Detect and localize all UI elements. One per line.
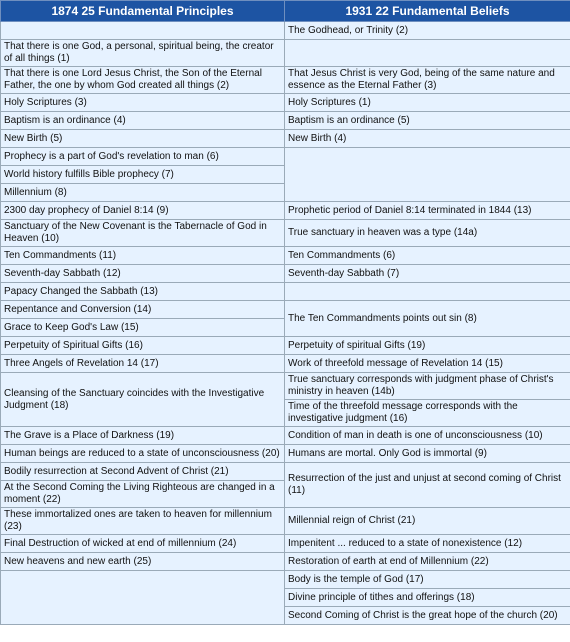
cell-1931: Baptism is an ordinance (5)	[285, 112, 570, 130]
cell-1931: Resurrection of the just and unjust at second coming of Christ (11)	[285, 463, 570, 508]
table-row	[1, 220, 570, 247]
cell-1874: Prophecy is a part of God's revelation to man (6)	[1, 148, 285, 166]
cell-1874: The Grave is a Place of Darkness (19)	[1, 427, 285, 445]
cell-1931: Body is the temple of God (17)	[285, 571, 570, 589]
cell-1874: World history fulfills Bible prophecy (7)	[1, 166, 285, 184]
table-row	[1, 535, 570, 553]
cell-1874: Perpetuity of Spiritual Gifts (16)	[1, 337, 285, 355]
cell-1931	[285, 283, 570, 301]
cell-1931: Millennial reign of Christ (21)	[285, 508, 570, 535]
header-row	[1, 1, 570, 22]
cell-1931: That Jesus Christ is very God, being of the same nature and essence as the Eternal Father (3)	[285, 67, 570, 94]
cell-1931: True sanctuary corresponds with judgment phase of Christ's ministry in heaven (14b)	[285, 373, 570, 400]
cell-1874: 2300 day prophecy of Daniel 8:14 (9)	[1, 202, 285, 220]
cell-1931: True sanctuary in heaven was a type (14a)	[285, 220, 570, 247]
header-1874-principles: 1874 25 Fundamental Principles	[1, 1, 285, 22]
cell-1874: Grace to Keep God's Law (15)	[1, 319, 285, 337]
cell-1931: Impenitent ... reduced to a state of nonexistence (12)	[285, 535, 570, 553]
cell-1931: Time of the threefold message corresponds with the investigative judgment (16)	[285, 400, 570, 427]
cell-1874: That there is one God, a personal, spiritual being, the creator of all things (1)	[1, 40, 285, 67]
cell-1874: That there is one Lord Jesus Christ, the Son of the Eternal Father, the one by whom God created all things (2)	[1, 67, 285, 94]
cell-1874: At the Second Coming the Living Righteous are changed in a moment (22)	[1, 481, 285, 508]
header-1931-beliefs: 1931 22 Fundamental Beliefs	[285, 1, 570, 22]
cell-1874: Repentance and Conversion (14)	[1, 301, 285, 319]
table-row	[1, 427, 570, 445]
cell-1931: The Godhead, or Trinity (2)	[285, 22, 570, 40]
table-row	[1, 553, 570, 571]
table-row	[1, 148, 570, 166]
cell-1874: Sanctuary of the New Covenant is the Tabernacle of God in Heaven (10)	[1, 220, 285, 247]
table-row	[1, 94, 570, 112]
cell-1874: Holy Scriptures (3)	[1, 94, 285, 112]
cell-1874: Ten Commandments (11)	[1, 247, 285, 265]
cell-1931: The Ten Commandments points out sin (8)	[285, 301, 570, 337]
cell-1931: Second Coming of Christ is the great hope of the church (20)	[285, 607, 570, 625]
cell-1931: Divine principle of tithes and offerings (18)	[285, 589, 570, 607]
cell-1874: These immortalized ones are taken to heaven for millennium (23)	[1, 508, 285, 535]
table-row	[1, 202, 570, 220]
table-row	[1, 265, 570, 283]
cell-1874	[1, 571, 285, 625]
table-row	[1, 337, 570, 355]
table-row	[1, 247, 570, 265]
cell-1931	[285, 148, 570, 202]
cell-1874: Bodily resurrection at Second Advent of Christ (21)	[1, 463, 285, 481]
cell-1874: Three Angels of Revelation 14 (17)	[1, 355, 285, 373]
cell-1931: Holy Scriptures (1)	[285, 94, 570, 112]
table-row	[1, 283, 570, 301]
cell-1931: Seventh-day Sabbath (7)	[285, 265, 570, 283]
cell-1874	[1, 22, 285, 40]
cell-1874: Human beings are reduced to a state of unconsciousness (20)	[1, 445, 285, 463]
table-row	[1, 373, 570, 400]
table-row	[1, 112, 570, 130]
cell-1931: Ten Commandments (6)	[285, 247, 570, 265]
table-row	[1, 463, 570, 481]
cell-1874: New heavens and new earth (25)	[1, 553, 285, 571]
table-row	[1, 508, 570, 535]
cell-1874: Final Destruction of wicked at end of millennium (24)	[1, 535, 285, 553]
cell-1931: Prophetic period of Daniel 8:14 terminated in 1844 (13)	[285, 202, 570, 220]
cell-1931: Perpetuity of spiritual Gifts (19)	[285, 337, 570, 355]
cell-1874: Cleansing of the Sanctuary coincides with the Investigative Judgment (18)	[1, 373, 285, 427]
cell-1874: Seventh-day Sabbath (12)	[1, 265, 285, 283]
cell-1931: Restoration of earth at end of Millennium (22)	[285, 553, 570, 571]
cell-1874: New Birth (5)	[1, 130, 285, 148]
table-row	[1, 40, 570, 67]
cell-1874: Papacy Changed the Sabbath (13)	[1, 283, 285, 301]
cell-1931: Work of threefold message of Revelation 14 (15)	[285, 355, 570, 373]
table-row	[1, 22, 570, 40]
cell-1931: Condition of man in death is one of unconsciousness (10)	[285, 427, 570, 445]
table-row	[1, 571, 570, 589]
table-row	[1, 301, 570, 319]
cell-1931: New Birth (4)	[285, 130, 570, 148]
table-row	[1, 130, 570, 148]
cell-1874: Millennium (8)	[1, 184, 285, 202]
table-row	[1, 67, 570, 94]
cell-1874: Baptism is an ordinance (4)	[1, 112, 285, 130]
table-row	[1, 355, 570, 373]
table-row	[1, 445, 570, 463]
cell-1931: Humans are mortal. Only God is immortal (9)	[285, 445, 570, 463]
cell-1931	[285, 40, 570, 67]
